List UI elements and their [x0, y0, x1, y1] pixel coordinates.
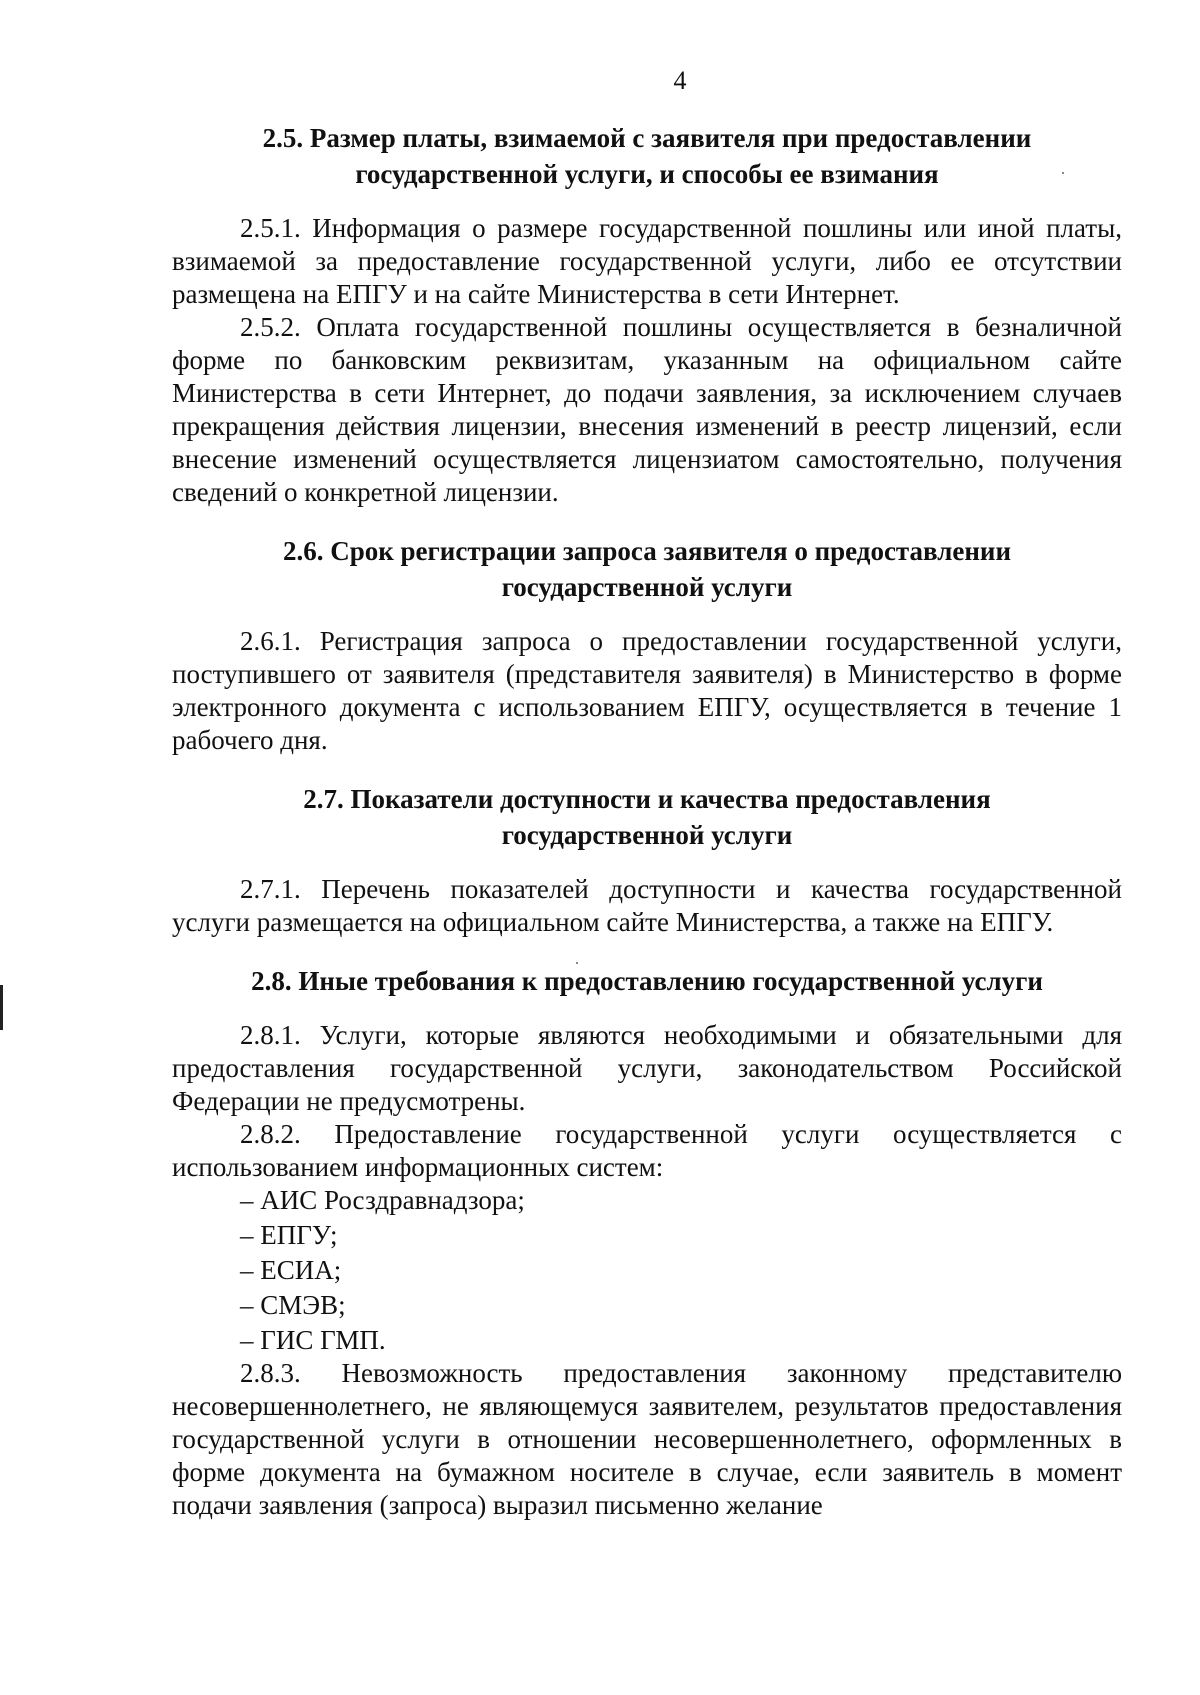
section-heading-line: 2.6. Срок регистрации запроса заявителя о предоставлении — [282, 536, 1012, 566]
section-2-8 — [172, 963, 1122, 1522]
section-heading-line: 2.5. Размер платы, взимаемой с заявителя при предоставлении — [262, 123, 1032, 153]
section-heading-line: государственной услуги — [501, 572, 793, 602]
section-2-7 — [172, 781, 1122, 939]
paragraph-2-6-1: 2.6.1. Регистрация запроса о предоставлении государственной услуги, поступившего от заявителя (представителя заявителя) в Министерство в форме электронного документа с использованием ЕПГУ, осуществляется в течение 1 рабочего дня. — [172, 626, 1122, 755]
list-item: – ГИС ГМП. — [240, 1325, 386, 1355]
scan-edge-mark — [0, 985, 3, 1030]
paragraph-2-8-2: 2.8.2. Предоставление государственной услуги осуществляется с использованием информационных систем: — [172, 1119, 1122, 1182]
section-2-6 — [172, 533, 1122, 757]
paragraph-2-7-1: 2.7.1. Перечень показателей доступности и качества государственной услуги размещается на официальном сайте Министерства, а также на ЕПГУ. — [172, 874, 1122, 937]
paragraph-2-5-2: 2.5.2. Оплата государственной пошлины осуществляется в безналичной форме по банковским реквизитам, указанным на официальном сайте Министерства в сети Интернет, до подачи заявления, за исключением случаев прекращения действия лицензии, внесения изменений в реестр лицензий, если внесение изменений осуществляется лицензиатом самостоятельно, получения сведений о конкретной лицензии. — [172, 312, 1122, 507]
section-heading-line: государственной услуги, и способы ее взимания — [355, 159, 939, 189]
section-2-5 — [172, 120, 1122, 509]
paragraph-2-5-1: 2.5.1. Информация о размере государственной пошлины или иной платы, взимаемой за предоставление государственной услуги, либо ее отсутствии размещена на ЕПГУ и на сайте Министерства в сети Интернет. — [172, 213, 1122, 309]
list-item: – ЕСИА; — [240, 1255, 342, 1285]
section-heading-line: государственной услуги — [501, 820, 793, 850]
page-number: 4 — [673, 66, 687, 95]
document-body — [172, 120, 1122, 1522]
paragraph-2-8-3: 2.8.3. Невозможность предоставления законному представителю несовершеннолетнего, не являющемуся заявителем, результатов предоставления государственной услуги в отношении несовершеннолетнего, оформленных в форме документа на бумажном носителе в случае, если заявитель в момент подачи заявления (запроса) выразил письменно желание — [172, 1358, 1122, 1520]
section-heading-line: 2.8. Иные требования к предоставлению государственной услуги — [251, 966, 1043, 996]
list-item: – АИС Росздравнадзора; — [240, 1185, 525, 1215]
list-item: – ЕПГУ; — [240, 1220, 338, 1250]
list-item: – СМЭВ; — [240, 1290, 346, 1320]
paragraph-2-8-1: 2.8.1. Услуги, которые являются необходимыми и обязательными для предоставления государственной услуги, законодательством Российской Федерации не предусмотрены. — [172, 1020, 1122, 1116]
section-heading-line: 2.7. Показатели доступности и качества предоставления — [303, 784, 991, 814]
